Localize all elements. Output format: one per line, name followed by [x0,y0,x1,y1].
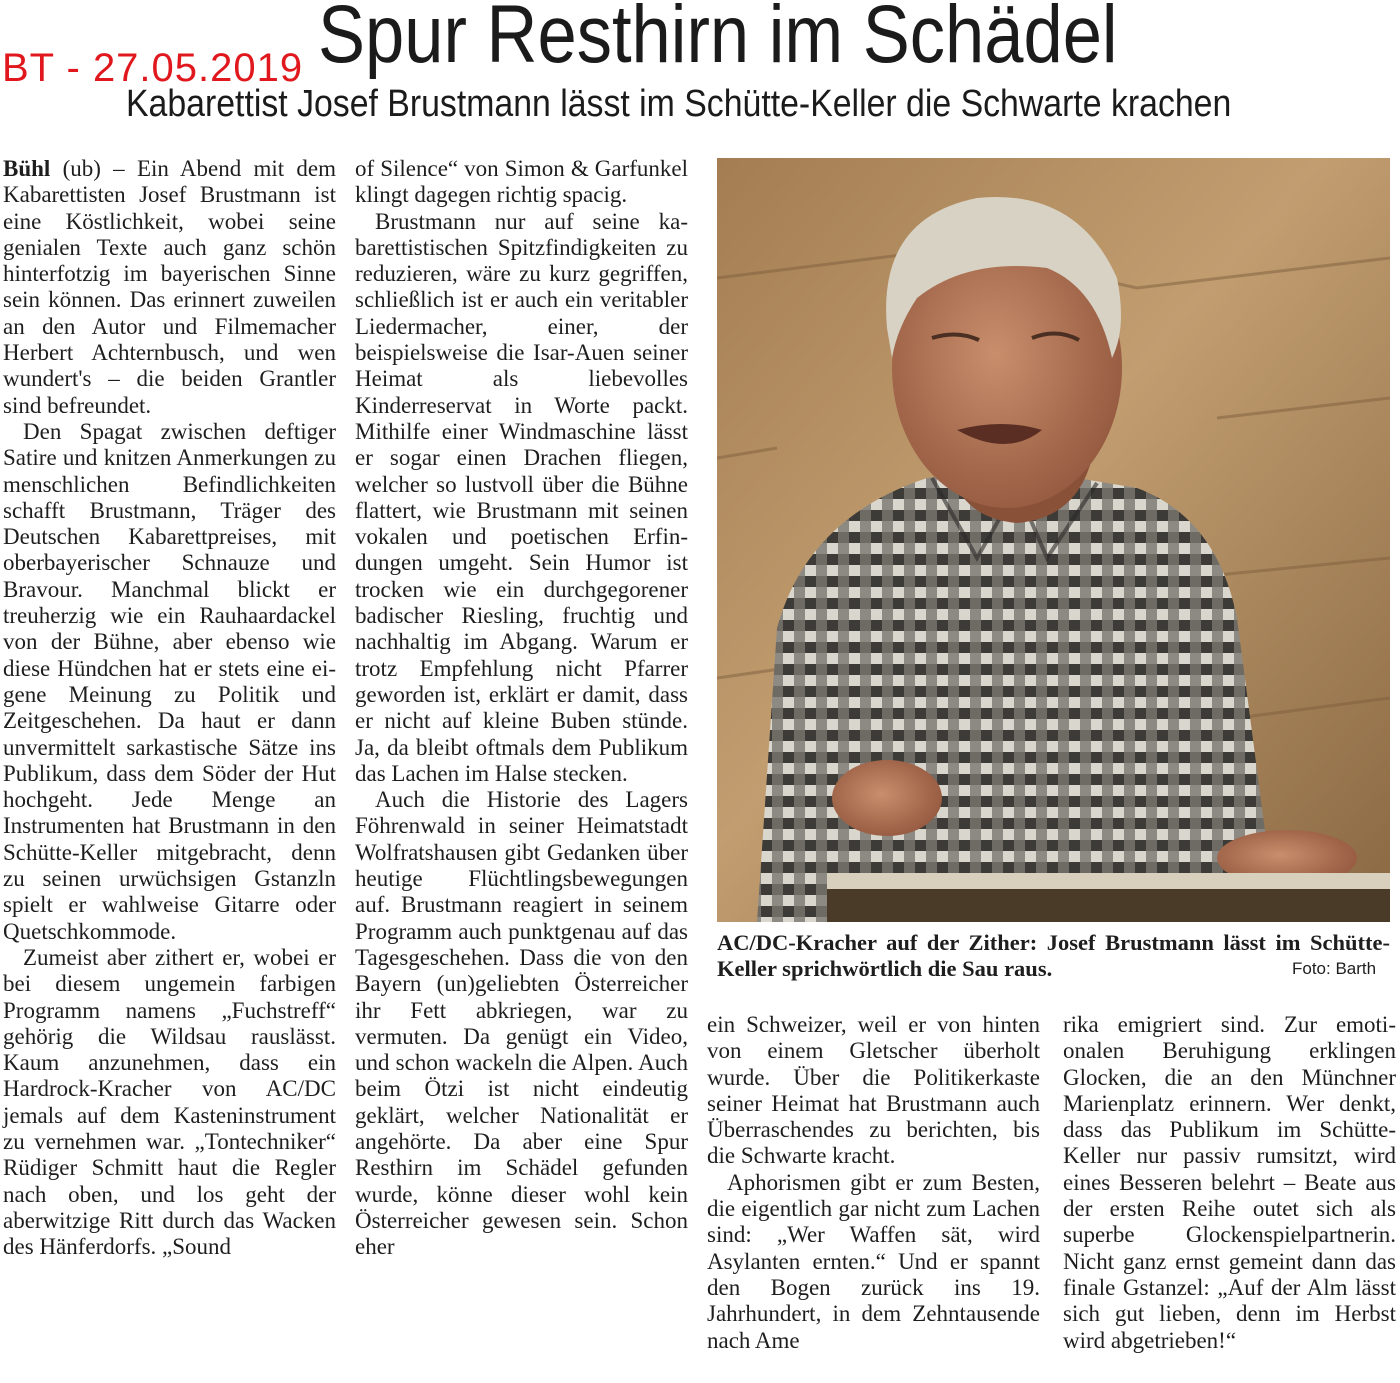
paragraph: of Silence“ von Simon & Garfunkel klingt dagegen richtig spacig. [355,156,688,208]
paragraph: Brustmann nur auf seine kabarettistischen Spitzfindigkeiten zu reduzieren, wäre zu kurz gegriffen, schließlich ist er auch ein veritabler Liedermacher, einer, der beispielsweise die Isar-Auen seiner Heimat als liebevolles Kinderreservat in Worte packt. Mithilfe einer Windmaschine lässt er sogar einen Drachen fliegen, welcher so lustvoll über die Bühne flattert, wie Brustmann mit seinen vokalen und poetischen Erfindungen umgeht. Sein Humor ist trocken wie ein durchgegorener badischer Riesling, fruchtig und nachhaltig im Abgang. Warum er trotz Empfehlung nicht Pfarrer geworden ist, erklärt er damit, dass er nicht auf kleine Buben stünde. Ja, da bleibt oftmals dem Publikum das Lachen im Halse stecken. [355,208,688,786]
date-stamp: BT - 27.05.2019 [2,46,304,90]
paragraph [3,156,336,419]
article-column-4 [1063,1012,1396,1354]
dateline: Bühl [3,156,51,181]
paragraph: Aphorismen gibt er zum Besten, die eigentlich gar nicht zum Lachen sind: „Wer Waffen sät, wird Asylanten ernten.“ Und er spannt den Bogen zurück ins 19. Jahrhundert, in dem Zehntausende nach Ame [707,1169,1040,1353]
paragraph: Zumeist aber zithert er, wobei er bei diesem ungemein farbigen Programm namens „Fuchstreff“ gehörig die Wildsau rauslässt. Kaum anzunehmen, dass ein Hardrock-Kracher von AC/DC jemals auf dem Kasteninstrument zu vernehmen war. „Tontechniker“ Rüdiger Schmitt haut die Regler nach oben, und los geht der aberwitzige Ritt durch das Wacken des Hänferdorfs. „Sound [3,944,336,1260]
paragraph: ein Schweizer, weil er von hinten von einem Gletscher überholt wurde. Über die Politikerkaste seiner Heimat hat Brustmann auch Überraschendes zu berichten, bis die Schwarte kracht. [707,1012,1040,1169]
paragraph-text: (ub) – Ein Abend mit dem Kabarettisten Josef Brustmann ist eine Köstlichkeit, wobei seine genialen Texte auch ganz schön hinterfotzig im bayerischen Sinne sein können. Das erinnert zuweilen an den Autor und Filmemacher Herbert Achternbusch, und wen wundert's – die beiden Grantler sind befreundet. [3,156,336,418]
article-column-1 [3,156,336,1260]
article-photo [717,158,1390,922]
article-column-3 [707,1012,1040,1354]
article-column-2 [355,156,688,1260]
photo-caption: AC/DC-Kracher auf der Zither: Josef Brustmann lässt im Schütte-Keller sprichwörtlich die Sau raus. [717,930,1390,981]
headline: Spur Resthirn im Schädel [318,0,1118,80]
performer-photo-illustration [717,158,1390,922]
subheadline: Kabarettist Josef Brustmann lässt im Schütte-Keller die Schwarte krachen [126,83,1232,125]
paragraph: Auch die Historie des Lagers Föhrenwald in seiner Heimatstadt Wolfratshausen gibt Gedanken über heutige Flüchtlingsbewegungen auf. Brustmann reagiert in seinem Programm auch punktgenau auf das Tagesgeschehen. Dass die von den Bayern (un)geliebten Österreicher ihr Fett abkriegen, war zu vermuten. Da genügt ein Video, und schon wackeln die Alpen. Auch beim Ötzi ist nicht eindeutig geklärt, welcher Nationalität er angehörte. Da aber eine Spur Resthirn im Schädel gefunden wurde, könne dieser wohl kein Österreicher gewesen sein. Schon eher [355,787,688,1260]
paragraph: rika emigriert sind. Zur emotionalen Beruhigung erklingen Glocken, die an den Münchner Marienplatz erinnern. Wer denkt, dass das Publikum im Schütte-Keller nur passiv rumsitzt, wird eines Besseren belehrt – Beate aus der ersten Reihe outet sich als superbe Glockenspielpartnerin. Nicht ganz ernst gemeint dann das finale Gstanzel: „Auf der Alm lässt sich gut lieben, denn im Herbst wird abgetrieben!“ [1063,1012,1396,1353]
paragraph: Den Spagat zwischen deftiger Satire und knitzen Anmerkungen zu menschlichen Befindlichkeiten schafft Brustmann, Träger des Deutschen Kabarettpreises, mit oberbayerischer Schnauze und Bravour. Manchmal blickt er treuherzig wie ein Rauhaardackel von der Bühne, aber ebenso wie diese Hündchen hat er stets eine eigene Meinung zu Politik und Zeitgeschehen. Da haut er dann unvermittelt sarkastische Sätze ins Publikum, dass dem Söder der Hut hochgeht. Jede Menge an Instrumenten hat Brustmann in den Schütte-Keller mitgebracht, denn zu seinen urwüchsigen Gstanzln spielt er wahlweise Gitarre oder Quetschkommode. [3,418,336,944]
photo-credit: Foto: Barth [1292,959,1377,978]
